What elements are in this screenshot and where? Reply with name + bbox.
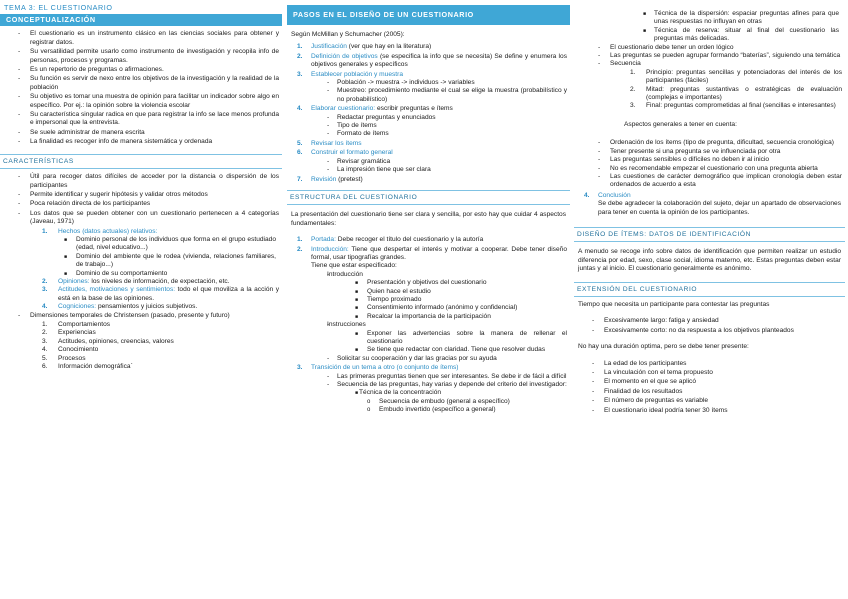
list-item: - El cuestionario es un instrumento clásico en las ciencias sociales para obtener y registrar datos. — [0, 30, 282, 47]
list-item: 2. Opiniones: los niveles de información, de expectación, etc. — [42, 277, 230, 285]
conclusion-text: Se debe agradecer la colaboración del sujeto, dejar un apartado de observaciones para tener en cuenta la opinión de los participantes. — [598, 200, 841, 216]
list-item: - Su función es servir de nexo entre los objetivos de la investigación y la realidad de la población — [0, 75, 282, 92]
list-item: - La vinculación con el tema propuesto — [574, 369, 845, 377]
list-item: ■ Técnica de reserva: situar al final del cuestionario las preguntas más delicadas. — [574, 27, 845, 44]
extension-intro: Tiempo que necesita un participante para contestar las preguntas — [578, 300, 770, 308]
list-item: 4. Elaborar cuestionario: escribir preguntas e ítems — [297, 105, 453, 113]
list-item: ■ Técnica de la concentración — [287, 389, 570, 397]
pasos-intro: Según McMillan y Schumacher (2005): — [291, 31, 405, 38]
list-item: - Poca relación directa de los participantes — [0, 200, 282, 208]
conclusion-heading: 4. Conclusión — [584, 191, 631, 199]
list-item: - Finalidad de los resultados — [574, 388, 845, 396]
list-item: 3. Establecer población y muestra — [297, 70, 403, 78]
list-item: - El cuestionario ideal podría tener 30 ítems — [574, 407, 845, 415]
aspectos-intro: Aspectos generales a tener en cuenta: — [624, 120, 737, 128]
list-item: - Su versatilidad permite usarlo como instrumento de investigación y recopila info de personas, procesos y programas. — [0, 48, 282, 65]
orden-list — [574, 44, 845, 69]
list-item: 4. Conocimiento — [42, 346, 99, 354]
list-item: ■ Se tiene que redactar con claridad. Tiene que resolver dudas — [287, 346, 570, 354]
list-item: - Ordenación de los ítems (tipo de pregunta, dificultad, secuencia cronológica) — [574, 139, 845, 147]
extension-list — [574, 317, 845, 335]
list-item: 2. Definición de objetivos (se especifica la info que se necesita) Se define y enumera los objetivos generales y específicos — [297, 52, 567, 69]
dimensiones-list — [0, 321, 282, 371]
categorias-list — [0, 228, 282, 236]
list-item: - Útil para recoger datos difíciles de acceder por la distancia o dispersión de los participantes — [0, 173, 282, 190]
list-item: - Excesivamente largo: fatiga y ansiedad — [574, 317, 845, 325]
list-item: ■ Exponer las advertencias sobre la manera de rellenar el cuestionario — [287, 330, 570, 347]
list-item: 5. Procesos — [42, 354, 86, 362]
section-header-estructura: ESTRUCTURA DEL CUESTIONARIO — [287, 190, 570, 205]
tecnicas-list — [574, 10, 845, 44]
pasos-list — [287, 43, 570, 184]
list-item: - Su objetivo es tomar una muestra de opinión para facilitar un indicador sobre algo en específico. Por ej.: la opinión sobre la violencia escolar — [0, 93, 282, 110]
caracteristicas-list — [0, 173, 282, 226]
list-item: - Los datos que se pueden obtener con un cuestionario pertenecen a 4 categorías (Javeau, 1971) — [0, 210, 282, 227]
list-item: ■ Dominio del ambiente que le rodea (vivienda, relaciones familiares, de trabajo...) — [0, 253, 282, 270]
list-item: ■ Consentimiento informado (anónimo y confidencial) — [287, 304, 570, 312]
list-item: - Dimensiones temporales de Christensen (pasado, presente y futuro) — [0, 312, 282, 320]
list-item: - Excesivamente corto: no da respuesta a los objetivos planteados — [574, 327, 845, 335]
list-item: - Muestreo: procedimiento mediante el cual se elige la muestra (probabilístico y no probabilístico) — [287, 87, 570, 104]
estructura-list — [287, 236, 570, 415]
list-item: - Se suele administrar de manera escrita — [0, 129, 282, 137]
list-item: - El momento en el que se aplicó — [574, 378, 845, 386]
list-item: - El número de preguntas es variable — [574, 397, 845, 405]
list-item: 7. Revisión (pretest) — [297, 175, 363, 183]
column-1 — [0, 0, 282, 371]
list-item: 1. Principio: preguntas sencillas y potenciadoras del interés de los participantes (fáciles) — [630, 68, 842, 85]
document-title: TEMA 3: EL CUESTIONARIO — [4, 3, 113, 12]
section-header-extension: EXTENSIÓN DEL CUESTIONARIO — [574, 282, 845, 297]
list-item: 4. Cogniciones: pensamientos y juicios subjetivos. — [42, 303, 198, 311]
dimensiones-intro-list — [0, 312, 282, 320]
list-item: - Formato de ítems — [287, 130, 570, 138]
list-item: ■ Presentación y objetivos del cuestionario — [287, 279, 570, 287]
diseno-text: A menudo se recoge info sobre datos de identificación que permiten realizar un estudio diferencia por edad, sexo, clase social, idioma materno, etc. Estas preguntas deben estar juntas y al inicio. El cuestionario generalmente es anónimo. — [578, 248, 841, 273]
hechos-list — [0, 236, 282, 278]
list-item: - Las primeras preguntas tienen que ser interesantes. Se debe ir de fácil a difícil — [287, 373, 570, 381]
list-item: ■ Tiempo proximado — [287, 296, 570, 304]
list-item: - Introducción — [287, 271, 570, 279]
list-item: - Su característica singular radica en que para registrar la info se lace menos profunda e impersonal que la entrevista. — [0, 111, 282, 128]
estructura-intro: La presentación del cuestionario tiene ser clara y sencilla, por esto hay que cuidar 4 aspectos fundamentales: — [291, 211, 566, 227]
list-item: - Es un repertorio de preguntas o afirmaciones. — [0, 66, 282, 74]
list-item: ■ Quien hace el estudio — [287, 288, 570, 296]
list-item: - Tener presente si una pregunta se ve influenciada por otra — [574, 148, 845, 156]
list-item: ■ Recalcar la importancia de la participación — [287, 313, 570, 321]
list-item: 1. Portada: Debe recoger el título del cuestionario y la autoría — [297, 236, 484, 244]
list-item: o Secuencia de embudo (general a específico) — [287, 398, 570, 406]
duracion-text: No hay una duración optima, pero se debe tener presente: — [578, 343, 749, 351]
list-item: 1. Comportamientos — [42, 321, 111, 328]
list-item: - Secuencia de las preguntas, hay varias y depende del criterio del investigador: — [287, 381, 570, 389]
list-item: - Tipo de ítems — [287, 122, 570, 130]
list-item: 6. Información demográfica` — [42, 363, 133, 371]
section-header-conceptualizacion: CONCEPTUALIZACIÓN — [0, 14, 282, 26]
list-item: 1. Justificación (ver que hay en la literatura) — [297, 43, 432, 51]
list-item: - Redactar preguntas y enunciados — [287, 114, 570, 122]
section-header-pasos: PASOS EN EL DISEÑO DE UN CUESTIONARIO — [287, 5, 570, 25]
list-item: ■ Dominio de su comportamiento — [0, 270, 282, 278]
duracion-list — [574, 360, 845, 415]
list-item: 3. Final: preguntas comprometidas al final (sencillas e interesantes) — [630, 102, 836, 110]
list-item: - Solicitar su cooperación y dar las gracias por su ayuda — [287, 355, 570, 363]
list-item: - Permite identificar y sugerir hipótesis y validar otros métodos — [0, 191, 282, 199]
list-item: 3. Transición de un tema a otro (o conjunto de ítems) — [297, 364, 459, 372]
list-item: - Las preguntas sensibles o difíciles no deben ir al inicio — [574, 156, 845, 164]
list-item: 5. Revisar los ítems — [297, 139, 362, 147]
list-item: - Secuencia — [574, 60, 845, 68]
list-item: - La edad de los participantes — [574, 360, 845, 368]
list-item: o Embudo invertido (específico a general) — [287, 406, 570, 414]
list-item: - Población -> muestra -> individuos -> variables — [287, 79, 570, 87]
list-item: 2. Introducción: Tiene que despertar el interés y motivar a cooperar. Debe tener diseño formal, usar tipografías grandes. — [297, 245, 567, 261]
list-item: - El cuestionario debe tener un orden lógico — [574, 44, 845, 52]
column-2 — [287, 0, 570, 415]
conceptualizacion-list — [0, 30, 282, 146]
aspectos-list — [574, 139, 845, 189]
list-item: - Instrucciones — [287, 321, 570, 329]
secuencia-list — [574, 69, 845, 111]
categorias-list-rest — [0, 278, 282, 312]
list-item: - No es recomendable empezar el cuestionario con una pregunta abierta — [574, 165, 845, 173]
list-item: - La finalidad es recoger info de manera sistemática y ordenada — [0, 138, 282, 146]
column-3 — [574, 0, 845, 416]
list-item: - Las preguntas se pueden agrupar formando “baterías”, siguiendo una temática — [574, 52, 845, 60]
list-item: Tiene que estar especificado: — [311, 262, 397, 270]
list-item: 6. Construir el formato general — [297, 149, 393, 157]
section-header-caracteristicas: CARACTERÍSTICAS — [0, 154, 282, 169]
list-item: 2. Experiencias — [42, 329, 96, 337]
list-item: ■ Dominio personal de los individuos que forma en el grupo estudiado (edad, nivel educativo...) — [0, 236, 282, 253]
section-header-diseno: DISEÑO DE ÍTEMS: DATOS DE IDENTIFICACIÓN — [574, 227, 845, 242]
list-item: 2. Mitad: preguntas sustantivas o estratégicas de evaluación (complejas e importantes) — [630, 85, 842, 102]
list-item: 3. Actitudes, opiniones, creencias, valores — [42, 337, 174, 345]
list-item: 1. Hechos (datos actuales) relativos: — [42, 227, 158, 235]
list-item: 3. Actitudes, motivaciones y sentimientos: todo el que moviliza a la acción y está en la base de las opiniones. — [42, 286, 279, 302]
list-item: - Las cuestiones de carácter demográfico que implican cronología deben estar ordenados de acuerdo a esta — [574, 173, 845, 190]
list-item: - La impresión tiene que ser clara — [287, 166, 570, 174]
list-item: - Revisar gramática — [287, 158, 570, 166]
list-item: ■ Técnica de la dispersión: espaciar preguntas afines para que unas respuestas no influyan en otras — [574, 10, 845, 27]
